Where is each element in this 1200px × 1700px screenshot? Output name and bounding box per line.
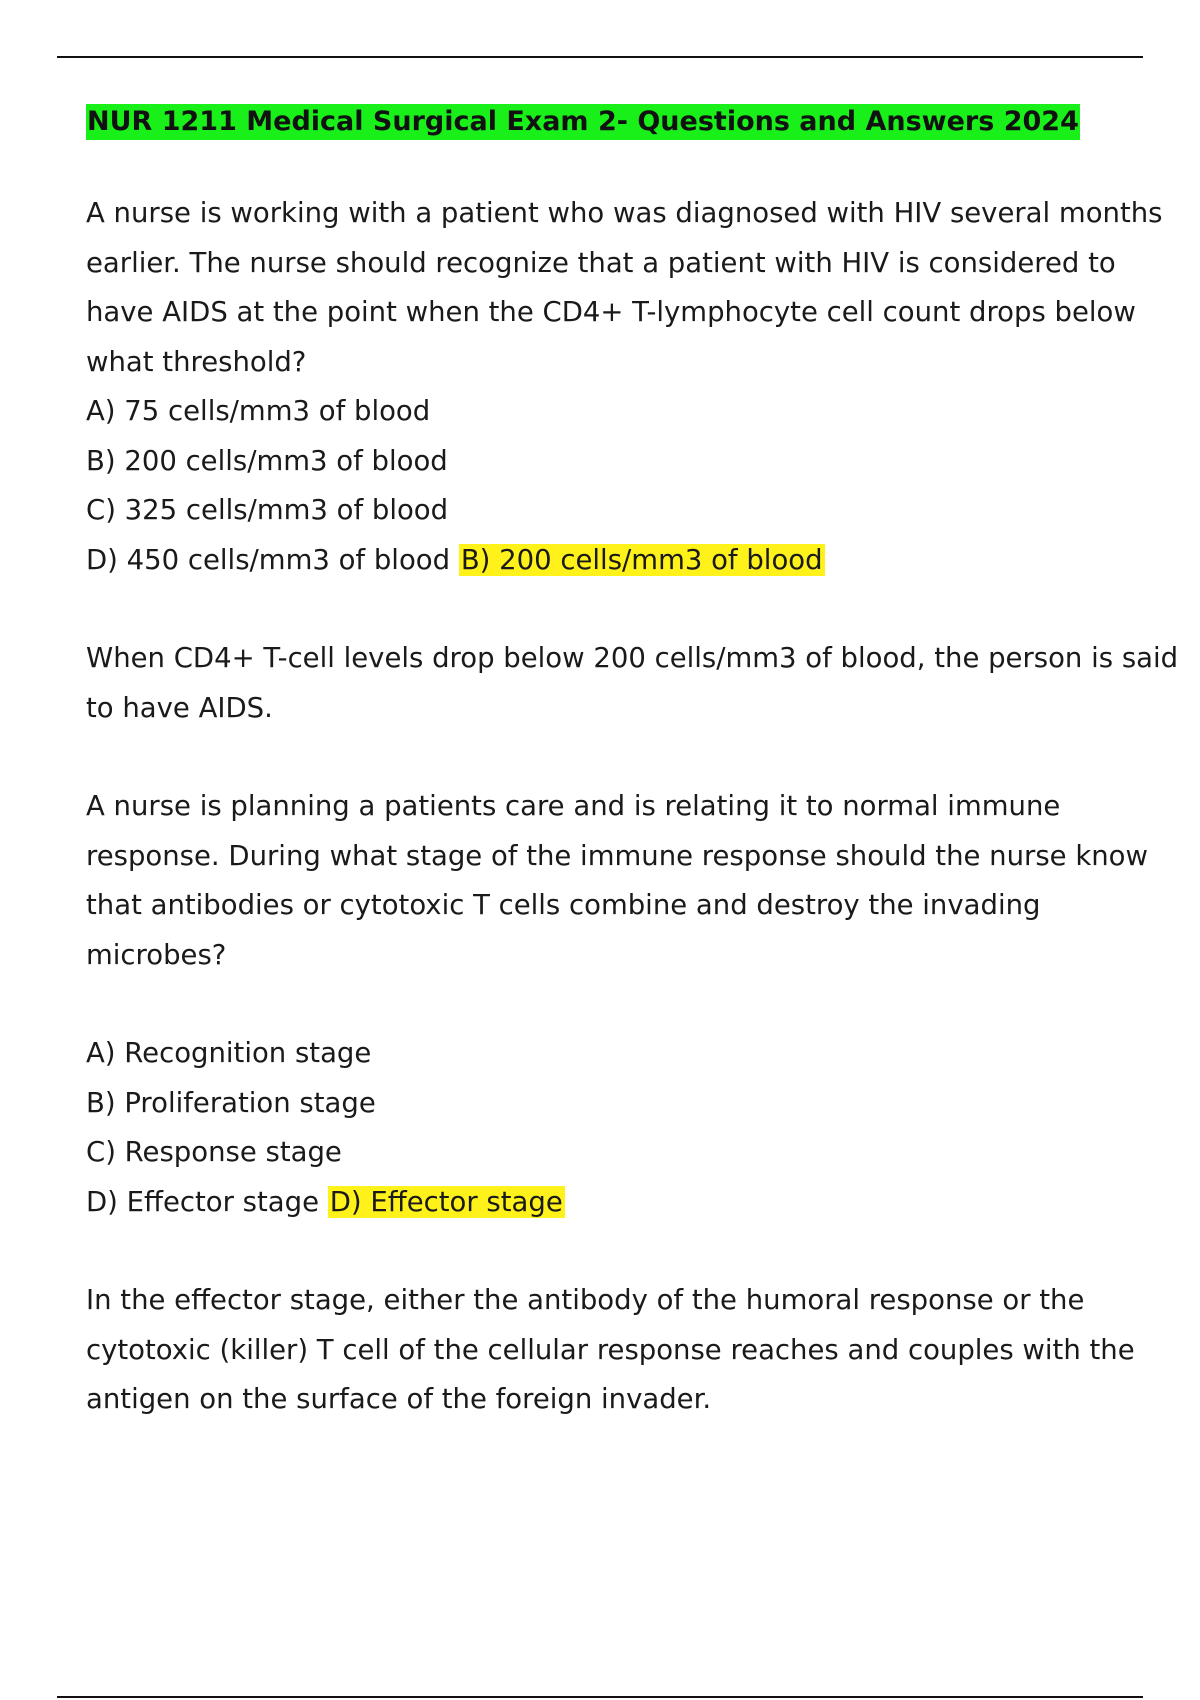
question-2-option-b: B) Proliferation stage [86, 1086, 376, 1119]
question-1-option-d: D) 450 cells/mm3 of blood [86, 543, 451, 576]
question-1-text: A nurse is working with a patient who was diagnosed with HIV several months earlier. The nurse should recognize that a patient with HIV is considered to have AIDS at the point when the CD4+ T-lymphocyte cell count drops below what threshold? [86, 197, 1163, 378]
question-1-answer: B) 200 cells/mm3 of blood [460, 543, 823, 576]
question-2-option-d: D) Effector stage [86, 1185, 319, 1218]
question-1-option-b: B) 200 cells/mm3 of blood [86, 444, 448, 477]
spacer [86, 980, 1186, 1029]
question-2 [86, 782, 1186, 1425]
document-title: NUR 1211 Medical Surgical Exam 2- Questions and Answers 2024 [86, 104, 1080, 140]
spacer [86, 585, 1186, 634]
spacer [86, 140, 1186, 189]
document-title-wrap [86, 104, 1186, 140]
question-2-answer: D) Effector stage [329, 1185, 563, 1218]
bottom-rule [57, 1696, 1143, 1698]
question-2-rationale: In the effector stage, either the antibody of the humoral response or the cytotoxic (killer) T cell of the cellular response reaches and couples with the antigen on the surface of the foreign invader. [86, 1284, 1135, 1415]
question-2-option-a: A) Recognition stage [86, 1037, 372, 1069]
question-1-option-d-line [86, 536, 1186, 586]
question-1-rationale: When CD4+ T-cell levels drop below 200 cells/mm3 of blood, the person is said to have AIDS. [86, 642, 1179, 724]
top-rule [57, 56, 1143, 58]
question-2-option-c: C) Response stage [86, 1136, 342, 1168]
question-1-option-a: A) 75 cells/mm3 of blood [86, 395, 431, 427]
spacer [86, 1227, 1186, 1276]
question-1 [86, 189, 1186, 733]
spacer [86, 733, 1186, 782]
question-2-text: A nurse is planning a patients care and is relating it to normal immune response. During what stage of the immune response should the nurse know that antibodies or cytotoxic T cells combine and destroy the invading microbes? [86, 790, 1148, 971]
question-2-option-d-line [86, 1178, 1186, 1228]
document-body [86, 104, 1186, 1425]
question-1-option-c: C) 325 cells/mm3 of blood [86, 494, 449, 526]
